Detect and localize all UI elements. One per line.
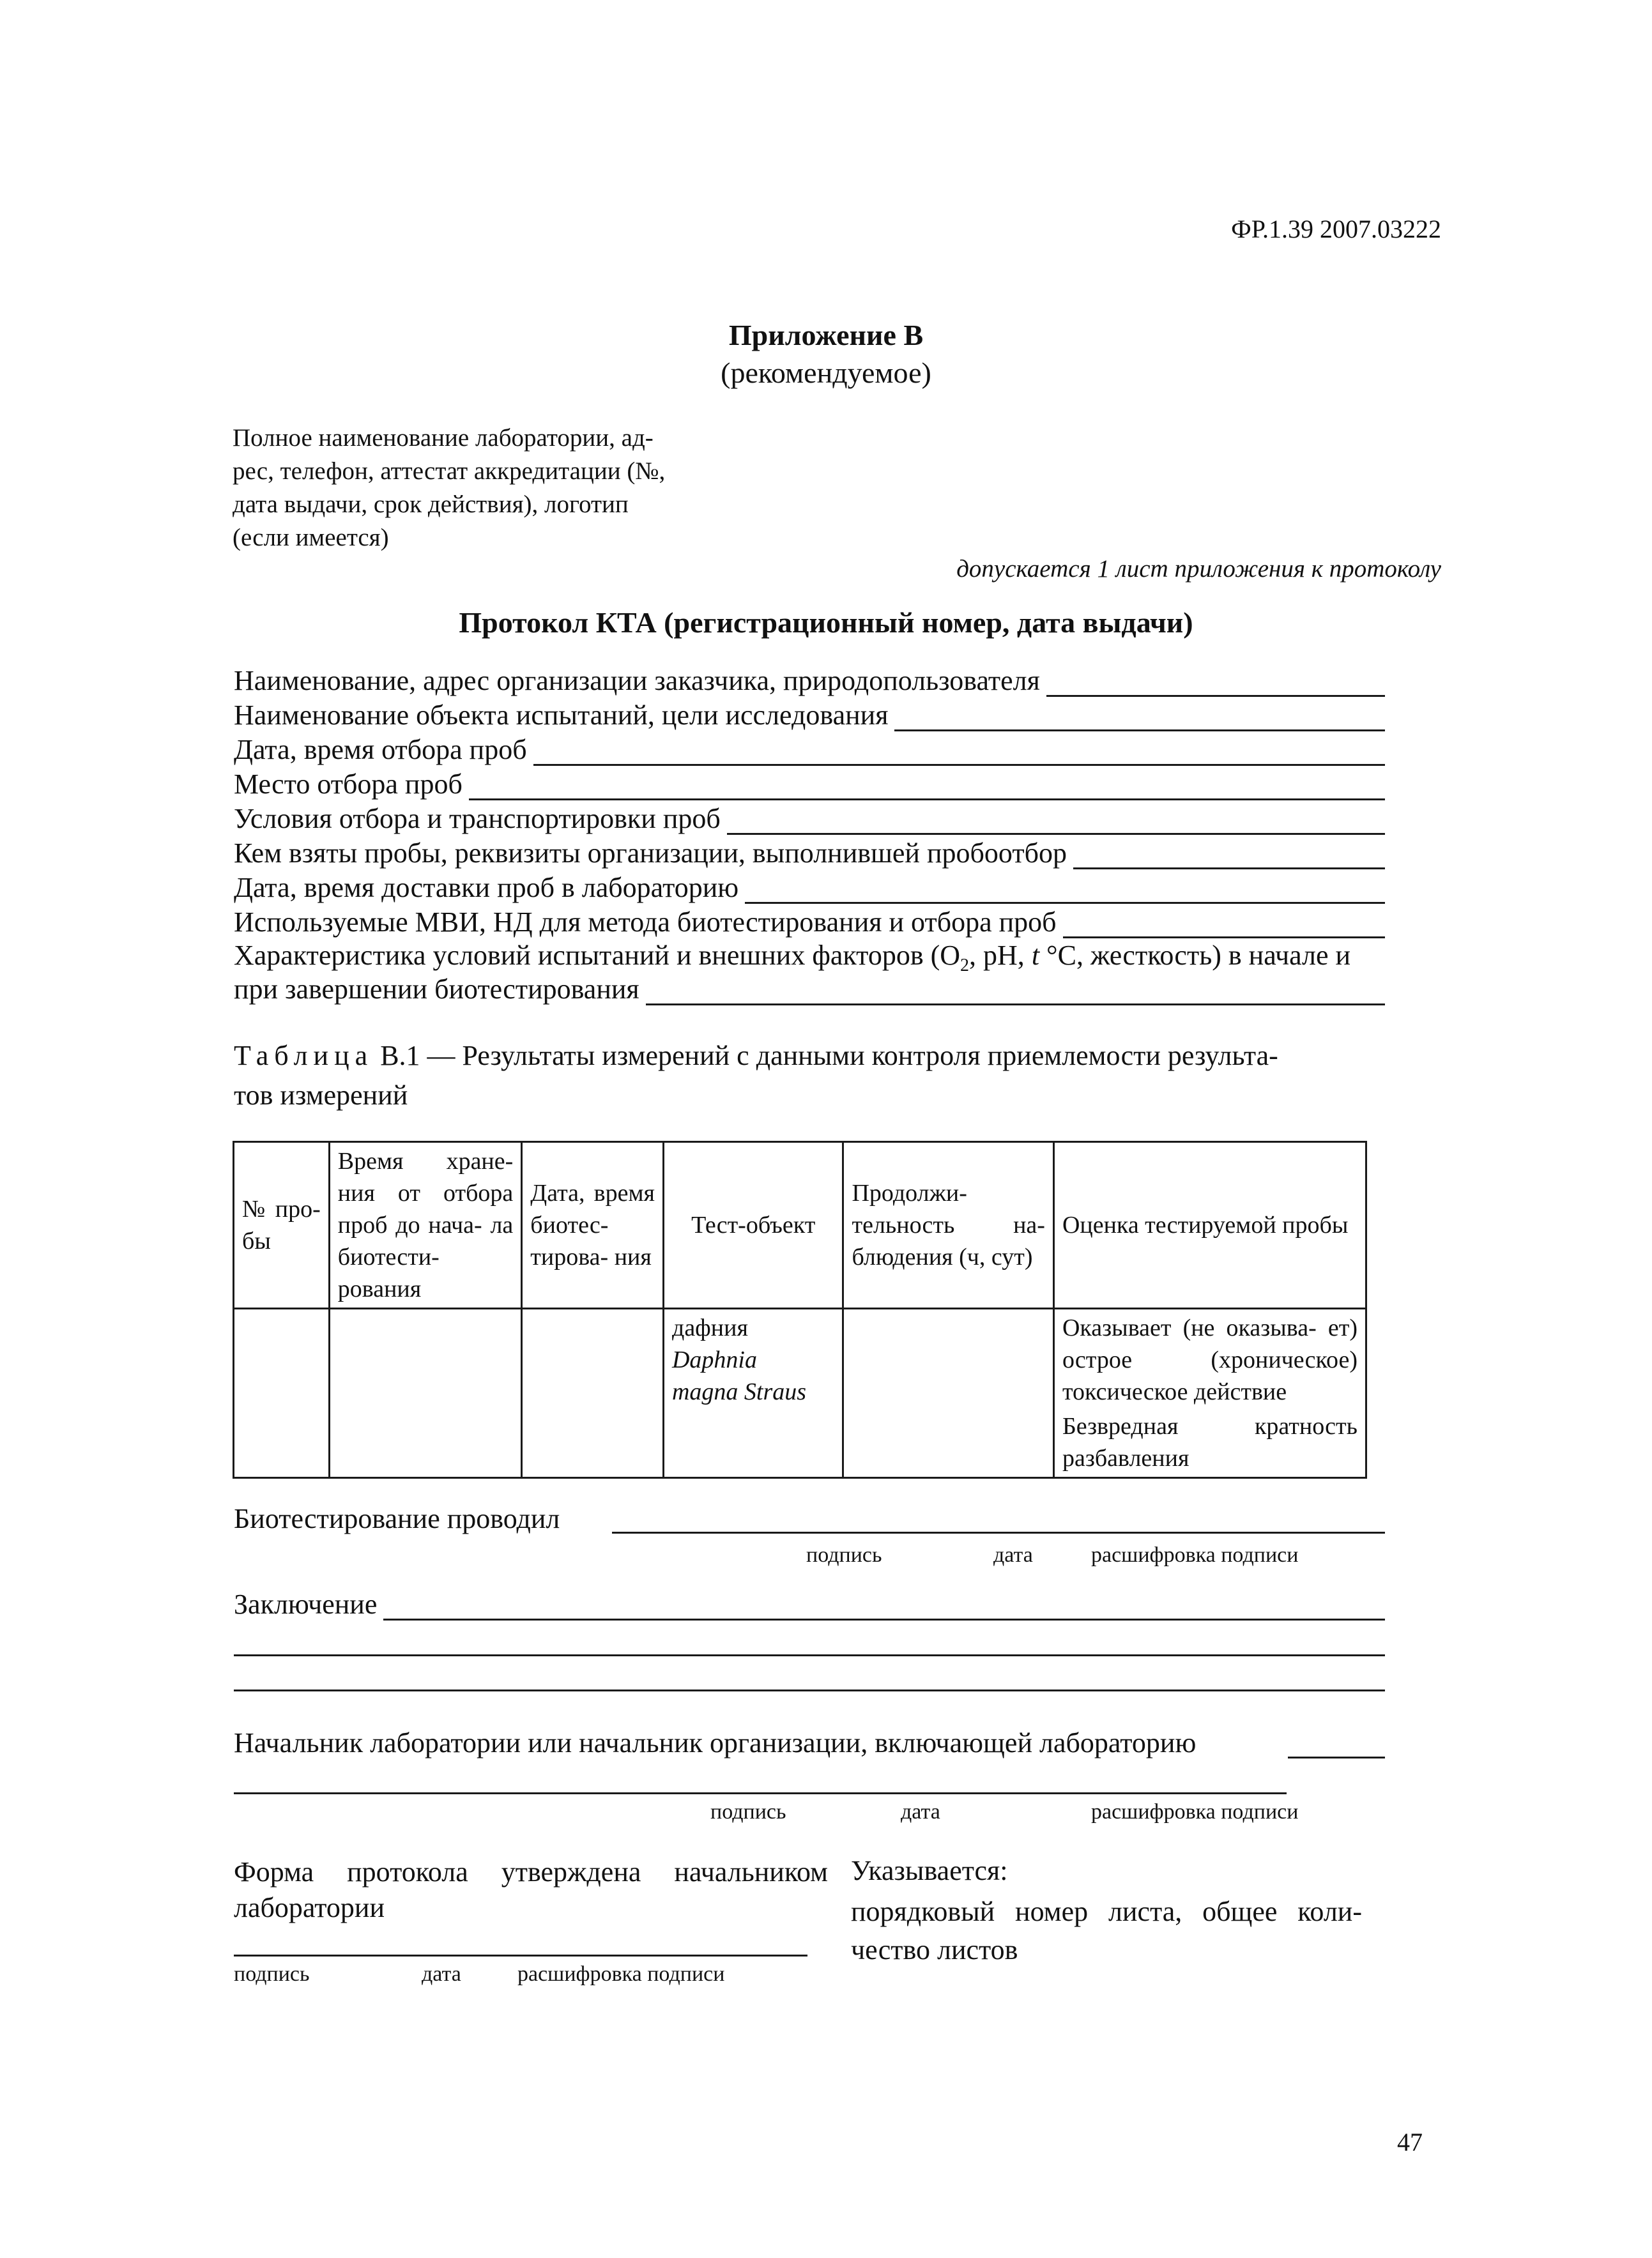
field-methods[interactable] bbox=[234, 906, 1385, 942]
test-object-cell bbox=[663, 1309, 843, 1478]
header-cell: Дата, время биотес- тирова- ния bbox=[522, 1142, 664, 1309]
sub-label-date: дата bbox=[422, 1962, 461, 1986]
biotest-signature-line[interactable] bbox=[612, 1532, 1385, 1534]
protocol-title: Протокол КТА (регистрационный номер, дата выдачи) bbox=[459, 606, 1193, 639]
lab-info-line: дата выдачи, срок действия), логотип bbox=[233, 491, 629, 518]
test-object-latin: magna Straus bbox=[671, 1378, 807, 1405]
field-label: Наименование объекта испытаний, цели исследования bbox=[234, 699, 894, 731]
field-conclusion[interactable] bbox=[234, 1588, 1385, 1624]
indicated-text: порядковый номер листа, общее коли- чество листов bbox=[851, 1896, 1362, 1965]
characteristics-text: °С, жесткость) в начале и bbox=[1039, 940, 1351, 971]
assessment-text: Безвредная кратность разбавления bbox=[1062, 1413, 1358, 1472]
head-of-lab-line[interactable] bbox=[1288, 1757, 1385, 1758]
sub-label-date: дата bbox=[901, 1800, 940, 1824]
assessment-text: Оказывает (не оказыва- ет) острое (хроническое) токсическое действие bbox=[1062, 1315, 1358, 1405]
appendix-title: Приложение В bbox=[728, 319, 924, 351]
conclusion-line[interactable] bbox=[234, 1654, 1385, 1656]
header-cell: Время хране- ния от отбора проб до нача- ла биотести- рования bbox=[329, 1142, 522, 1309]
field-label: при завершении биотестирования bbox=[234, 973, 646, 1005]
allowed-note: допускается 1 лист приложения к протоколу bbox=[956, 555, 1441, 583]
sub-label-decoding: расшифровка подписи bbox=[517, 1962, 725, 1986]
table-row bbox=[234, 1309, 1366, 1478]
document-number: ФР.1.39 2007.03222 bbox=[1231, 215, 1441, 243]
sub-label-signature: подпись bbox=[234, 1962, 310, 1986]
test-object-name: дафния bbox=[671, 1315, 748, 1341]
approval-signature-line[interactable] bbox=[234, 1955, 807, 1957]
field-sampler[interactable] bbox=[234, 837, 1385, 873]
field-sampling-place[interactable] bbox=[234, 768, 1385, 804]
sub-label-signature: подпись bbox=[806, 1543, 882, 1567]
field-label: Используемые МВИ, НД для метода биотестирования и отбора проб bbox=[234, 906, 1063, 938]
assessment-cell bbox=[1053, 1309, 1366, 1478]
characteristics-text: Характеристика условий испытаний и внешних факторов (О bbox=[234, 940, 961, 971]
appendix-subtitle: (рекомендуемое) bbox=[721, 356, 931, 389]
lab-info-line: Полное наименование лаборатории, ад- bbox=[233, 424, 654, 452]
indicated-title: Указывается: bbox=[851, 1855, 1008, 1886]
sub-label-date: дата bbox=[993, 1543, 1033, 1567]
header-cell: № про- бы bbox=[234, 1142, 330, 1309]
field-sampling-datetime[interactable] bbox=[234, 733, 1385, 769]
header-cell: Тест-объект bbox=[663, 1142, 843, 1309]
biotest-label: Биотестирование проводил bbox=[234, 1503, 560, 1534]
fill-line bbox=[234, 1619, 1385, 1621]
temperature-symbol: t bbox=[1031, 940, 1040, 971]
approval-text: Форма протокола утверждена начальником лаборатории bbox=[234, 1856, 828, 1923]
field-delivery-datetime[interactable] bbox=[234, 871, 1385, 907]
field-label: Кем взяты пробы, реквизиты организации, выполнившей пробоотбор bbox=[234, 837, 1073, 869]
field-customer[interactable] bbox=[234, 664, 1385, 700]
field-sampling-conditions[interactable] bbox=[234, 802, 1385, 838]
table-caption-word: Таблица bbox=[234, 1040, 374, 1071]
table-cell[interactable] bbox=[843, 1309, 1053, 1478]
field-characteristics[interactable] bbox=[234, 973, 1385, 1009]
head-of-lab-label: Начальник лаборатории или начальник организации, включающей лабораторию bbox=[234, 1727, 1197, 1758]
conclusion-label: Заключение bbox=[234, 1588, 383, 1621]
lab-info-block bbox=[233, 422, 699, 554]
page-number: 47 bbox=[1397, 2128, 1423, 2156]
table-caption-text: В.1 — Результаты измерений с данными контроля приемлемости результа- bbox=[373, 1040, 1278, 1071]
field-label: Условия отбора и транспортировки проб bbox=[234, 802, 727, 835]
subscript: 2 bbox=[960, 955, 970, 975]
sub-label-signature: подпись bbox=[710, 1800, 786, 1824]
table-cell[interactable] bbox=[234, 1309, 330, 1478]
header-cell: Продолжи- тельность на- блюдения (ч, сут) bbox=[843, 1142, 1053, 1309]
sub-label-decoding: расшифровка подписи bbox=[1091, 1800, 1299, 1824]
table-header-row bbox=[234, 1142, 1366, 1309]
results-table bbox=[233, 1141, 1367, 1479]
head-of-lab-signature-line[interactable] bbox=[234, 1792, 1287, 1794]
field-label: Дата, время отбора проб bbox=[234, 733, 533, 766]
conclusion-line[interactable] bbox=[234, 1690, 1385, 1691]
table-cell[interactable] bbox=[522, 1309, 664, 1478]
sub-label-decoding: расшифровка подписи bbox=[1091, 1543, 1299, 1567]
table-caption-text: тов измерений bbox=[234, 1079, 408, 1111]
field-test-object[interactable] bbox=[234, 699, 1385, 735]
table-cell[interactable] bbox=[329, 1309, 522, 1478]
lab-info-line: рес, телефон, аттестат аккредитации (№, bbox=[233, 457, 666, 485]
characteristics-text: , рН, bbox=[969, 940, 1032, 971]
field-label: Дата, время доставки проб в лабораторию bbox=[234, 871, 745, 904]
field-label: Место отбора проб bbox=[234, 768, 469, 800]
header-cell: Оценка тестируемой пробы bbox=[1053, 1142, 1366, 1309]
lab-info-line: (если имеется) bbox=[233, 524, 389, 551]
test-object-latin: Daphnia bbox=[671, 1346, 757, 1373]
table-caption bbox=[234, 1036, 1384, 1115]
field-label: Наименование, адрес организации заказчика, природопользователя bbox=[234, 664, 1046, 697]
characteristics-label bbox=[234, 939, 1449, 976]
